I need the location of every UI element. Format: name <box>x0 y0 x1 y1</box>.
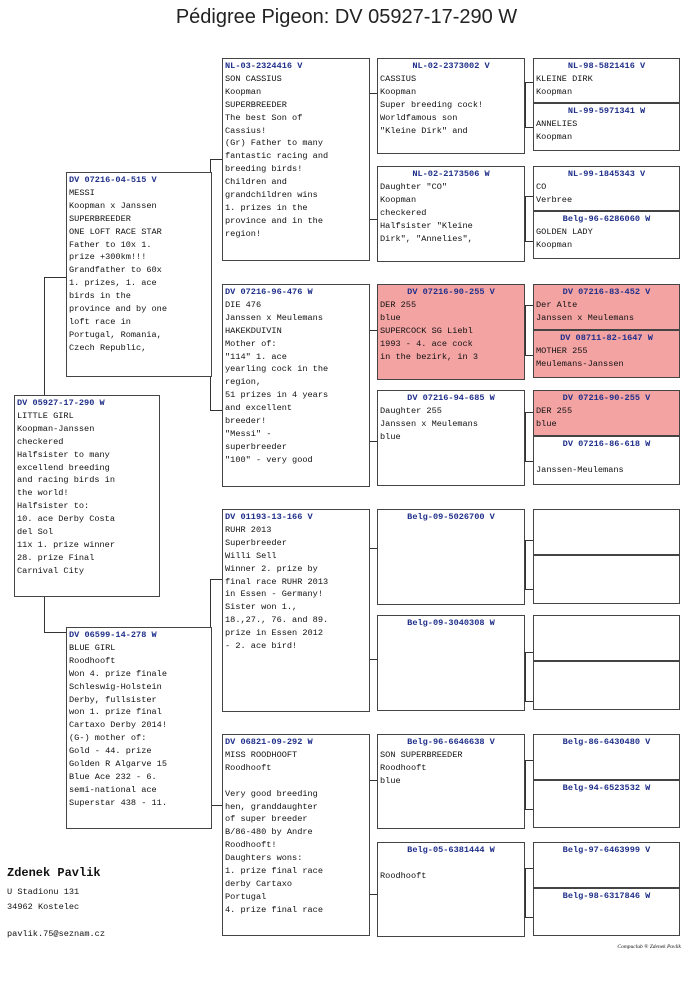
pigeon-detail: Dirk", "Annelies", <box>380 233 473 244</box>
pigeon-detail: (Gr) Father to many <box>225 138 323 149</box>
pigeon-detail: blue <box>380 312 401 323</box>
pigeon-detail: semi-national ace <box>69 784 157 795</box>
ring-number: Belg-97-6463999 V <box>562 845 651 855</box>
pigeon-detail: prize +300km!!! <box>69 252 147 263</box>
pigeon-detail: Koopman <box>536 86 573 97</box>
pigeon-detail: province and in the <box>225 215 323 226</box>
pigeon-card-gen4-3 <box>533 166 680 211</box>
pigeon-name: SON CASSIUS <box>225 73 282 84</box>
pigeon-detail: Daughters wons: <box>225 853 303 864</box>
pigeon-detail: Roodhooft <box>69 655 116 666</box>
pigeon-detail: province and by one <box>69 304 167 315</box>
pigeon-detail: Schleswig-Holstein <box>69 681 162 692</box>
ring-number: DV 07216-90-255 V <box>407 287 495 297</box>
pigeon-detail: ONE LOFT RACE STAR <box>69 226 162 237</box>
pigeon-detail: grandchildren wins <box>225 190 318 201</box>
pigeon-detail: (G-) mother of: <box>69 733 147 744</box>
pigeon-detail: Janssen x Meulemans <box>225 312 323 323</box>
pigeon-detail: Mother of: <box>225 338 277 349</box>
pigeon-detail: breeding birds! <box>225 164 303 175</box>
pigeon-name: Der Alte <box>536 299 578 310</box>
pigeon-card-gen4-13 <box>533 734 680 780</box>
pigeon-detail: Koopman <box>380 86 417 97</box>
pigeon-detail: Roodhooft <box>380 762 427 773</box>
pigeon-detail: Roodhooft <box>225 762 272 773</box>
pigeon-detail: 1993 - 4. ace cock <box>380 338 473 349</box>
pigeon-card-gen2-1 <box>222 58 370 261</box>
ring-number: DV 07216-90-255 V <box>562 393 651 403</box>
pigeon-detail: SUPERBREEDER <box>225 99 287 110</box>
pigeon-detail: excellend breeding <box>17 462 110 473</box>
pigeon-card-gen4-11 <box>533 615 680 661</box>
pigeon-name: ANNELIES <box>536 118 578 129</box>
pigeon-card-gen4-4 <box>533 211 680 259</box>
pigeon-name: MOTHER 255 <box>536 345 588 356</box>
pigeon-card-gen3-6 <box>377 615 525 711</box>
pigeon-detail: 11x 1. prize winner <box>17 539 115 550</box>
ring-number: Belg-09-3040308 W <box>407 618 495 628</box>
pigeon-detail: Koopman <box>380 194 417 205</box>
ring-number: NL-03-2324416 V <box>225 61 303 71</box>
pigeon-card-gen3-2 <box>377 166 525 262</box>
pigeon-detail: Koopman-Janssen <box>17 423 95 434</box>
pigeon-detail: B/86-480 by Andre <box>225 827 313 838</box>
pigeon-detail: loft race in <box>69 316 131 327</box>
pigeon-detail: yearling cock in the <box>225 364 329 375</box>
pigeon-detail: Superbreeder <box>225 537 287 548</box>
pigeon-detail: Won 4. prize finale <box>69 668 167 679</box>
ring-number: Belg-05-6381444 W <box>407 845 495 855</box>
pigeon-detail: hen, granddaughter <box>225 801 318 812</box>
breeder-email[interactable]: pavlik.75@seznam.cz <box>7 929 105 939</box>
pigeon-detail: Superstar 438 - 11. <box>69 797 167 808</box>
pigeon-detail: Portugal <box>225 891 267 902</box>
ring-number: Belg-96-6286060 W <box>562 214 651 224</box>
pigeon-name: MISS ROODHOOFT <box>225 749 298 760</box>
pigeon-card-subject <box>14 395 160 597</box>
pigeon-detail: Very good breeding <box>225 788 318 799</box>
pigeon-detail: won 1. prize final <box>69 707 162 718</box>
pigeon-detail: Winner 2. prize by <box>225 563 318 574</box>
pigeon-detail: Worldfamous son <box>380 112 458 123</box>
pigeon-detail: birds in the <box>69 291 131 302</box>
pigeon-name: MESSI <box>69 187 95 198</box>
pigeon-detail <box>225 775 367 788</box>
pigeon-detail: Cartaxo Derby 2014! <box>69 720 167 731</box>
ring-number: DV 07216-94-685 W <box>407 393 495 403</box>
pigeon-detail: SUPERBREEDER <box>69 213 131 224</box>
ring-number: DV 07216-04-515 V <box>69 175 157 185</box>
pigeon-detail: Koopman <box>225 86 262 97</box>
pigeon-name: Daughter 255 <box>380 405 442 416</box>
pigeon-card-gen4-10 <box>533 555 680 604</box>
pigeon-detail: del Sol <box>17 527 54 538</box>
pigeon-card-gen4-14 <box>533 780 680 828</box>
pigeon-card-father <box>66 172 212 377</box>
pigeon-detail: 18.,27., 76. and 89. <box>225 615 329 626</box>
pigeon-detail: Halfsister "Kleine <box>380 220 473 231</box>
pigeon-name: DIE 476 <box>225 299 262 310</box>
pigeon-card-gen3-3 <box>377 284 525 380</box>
ring-number: NL-02-2173506 W <box>412 169 490 179</box>
ring-number: Belg-86-6430480 V <box>562 737 651 747</box>
pigeon-detail: blue <box>380 775 401 786</box>
pigeon-name: BLUE GIRL <box>69 642 116 653</box>
pigeon-card-gen4-5 <box>533 284 680 330</box>
pigeon-name: Daughter "CO" <box>380 181 448 192</box>
pigeon-detail: 1. prizes, 1. ace <box>69 278 157 289</box>
pigeon-name: KLEINE DIRK <box>536 73 593 84</box>
pigeon-detail: and racing birds in <box>17 475 115 486</box>
pigeon-card-gen4-16 <box>533 888 680 936</box>
pigeon-detail: in the bezirk, in 3 <box>380 351 478 362</box>
pigeon-name: DER 255 <box>380 299 417 310</box>
pigeon-card-gen4-15 <box>533 842 680 888</box>
pigeon-detail: region, <box>225 377 262 388</box>
pigeon-detail: The best Son of <box>225 112 303 123</box>
breeder-street: U Stadionu 131 <box>7 887 80 897</box>
pigeon-detail: Czech Republic, <box>69 342 147 353</box>
pigeon-card-gen3-7 <box>377 734 525 829</box>
ring-number: NL-02-2373002 V <box>412 61 490 71</box>
pigeon-card-gen3-1 <box>377 58 525 154</box>
pigeon-card-gen3-8 <box>377 842 525 937</box>
pigeon-detail: "100" - very good <box>225 454 313 465</box>
breeder-name: Zdenek Pavlik <box>7 866 101 880</box>
pigeon-name: RUHR 2013 <box>225 524 272 535</box>
page-title: Pédigree Pigeon: DV 05927-17-290 W <box>175 6 518 28</box>
pigeon-card-mother <box>66 627 212 829</box>
pigeon-detail: Gold - 44. prize <box>69 746 152 757</box>
pigeon-detail: Willi Sell <box>225 550 277 561</box>
pigeon-card-gen2-4 <box>222 734 370 936</box>
pigeon-detail: breeder! <box>225 416 267 427</box>
pigeon-detail: checkered <box>380 207 427 218</box>
pigeon-detail: Meulemans-Janssen <box>536 358 624 369</box>
pigeon-detail: 10. ace Derby Costa <box>17 514 115 525</box>
pigeon-detail: 28. prize Final <box>17 552 95 563</box>
ring-number: DV 06821-09-292 W <box>225 737 313 747</box>
pigeon-card-gen2-2 <box>222 284 370 487</box>
pigeon-card-gen2-3 <box>222 509 370 712</box>
pigeon-name <box>536 451 677 464</box>
pigeon-detail: 1. prizes in the <box>225 202 308 213</box>
ring-number: DV 06599-14-278 W <box>69 630 157 640</box>
pigeon-detail: Super breeding cock! <box>380 99 484 110</box>
pigeon-card-gen3-5 <box>377 509 525 605</box>
ring-number: Belg-96-6646638 V <box>407 737 495 747</box>
pigeon-detail: "114" 1. ace <box>225 351 287 362</box>
ring-number: DV 07216-83-452 V <box>562 287 651 297</box>
ring-number: NL-99-5971341 W <box>567 106 646 116</box>
pigeon-detail: in Essen - Germany! <box>225 589 323 600</box>
pigeon-detail: fantastic racing and <box>225 151 329 162</box>
pigeon-detail: region! <box>225 228 262 239</box>
pigeon-detail: prize in Essen 2012 <box>225 628 323 639</box>
ring-number: Belg-09-5026700 V <box>407 512 495 522</box>
pigeon-name: GOLDEN LADY <box>536 226 593 237</box>
software-credit: Compuclub ® Zdenek Pavlik <box>617 944 681 950</box>
pigeon-detail: - 2. ace bird! <box>225 641 298 652</box>
pigeon-detail: Koopman <box>536 131 573 142</box>
ring-number: Belg-98-6317846 W <box>562 891 651 901</box>
pigeon-detail: Portugal, Romania, <box>69 329 162 340</box>
ring-number: DV 05927-17-290 W <box>17 398 105 408</box>
pigeon-detail: SUPERCOCK SG Liebl <box>380 325 473 336</box>
pigeon-detail: Children and <box>225 177 287 188</box>
pigeon-detail: checkered <box>17 436 64 447</box>
pigeon-name: DER 255 <box>536 405 573 416</box>
ring-number: DV 01193-13-166 V <box>225 512 313 522</box>
pigeon-name: CASSIUS <box>380 73 417 84</box>
pigeon-detail: of super breeder <box>225 814 308 825</box>
pigeon-detail: Sister won 1., <box>225 602 298 613</box>
pigeon-detail: 51 prizes in 4 years <box>225 390 329 401</box>
pigeon-name <box>380 857 522 870</box>
pigeon-name: LITTLE GIRL <box>17 410 74 421</box>
pigeon-detail: HAKEKDUIVIN <box>225 325 282 336</box>
ring-number: DV 07216-86-618 W <box>562 439 651 449</box>
pigeon-detail: Roodhooft! <box>225 840 277 851</box>
pigeon-card-gen4-1 <box>533 58 680 103</box>
pigeon-detail: Carnival City <box>17 565 85 576</box>
pigeon-detail: derby Cartaxo <box>225 878 293 889</box>
pigeon-card-gen3-4 <box>377 390 525 486</box>
pigeon-detail: "Kleine Dirk" and <box>380 125 468 136</box>
pigeon-detail: Janssen-Meulemans <box>536 464 624 475</box>
pigeon-detail: Derby, fullsister <box>69 694 157 705</box>
pigeon-detail: and excellent <box>225 403 293 414</box>
pigeon-detail: Janssen x Meulemans <box>380 418 478 429</box>
pigeon-detail: Koopman x Janssen <box>69 200 157 211</box>
pigeon-detail: blue <box>380 431 401 442</box>
pigeon-detail: 1. prize final race <box>225 866 323 877</box>
breeder-city: 34962 Kostelec <box>7 902 80 912</box>
pigeon-detail: Grandfather to 60x <box>69 265 162 276</box>
pigeon-detail: Halfsister to many <box>17 449 110 460</box>
pigeon-detail: Roodhooft <box>380 870 427 881</box>
pigeon-detail: the world! <box>17 488 69 499</box>
ring-number: NL-98-5821416 V <box>567 61 646 71</box>
pigeon-detail: superbreeder <box>225 441 287 452</box>
pigeon-detail: Blue Ace 232 - 6. <box>69 771 157 782</box>
pigeon-detail: Janssen x Meulemans <box>536 312 634 323</box>
pigeon-card-gen4-9 <box>533 509 680 555</box>
pigeon-detail: Koopman <box>536 239 573 250</box>
ring-number: DV 08711-82-1647 W <box>560 333 653 343</box>
pigeon-card-gen4-6 <box>533 330 680 378</box>
pigeon-detail: Golden R Algarve 15 <box>69 759 167 770</box>
pigeon-detail: 4. prize final race <box>225 904 323 915</box>
pigeon-detail: "Messi" - <box>225 428 272 439</box>
pigeon-detail: Verbree <box>536 194 573 205</box>
pigeon-card-gen4-7 <box>533 390 680 436</box>
ring-number: DV 07216-96-476 W <box>225 287 313 297</box>
ring-number: Belg-94-6523532 W <box>562 783 651 793</box>
pigeon-card-gen4-8 <box>533 436 680 485</box>
pigeon-name: CO <box>536 181 547 192</box>
pigeon-detail: final race RUHR 2013 <box>225 576 329 587</box>
pigeon-card-gen4-12 <box>533 661 680 710</box>
ring-number: NL-99-1845343 V <box>567 169 646 179</box>
pigeon-name: SON SUPERBREEDER <box>380 749 463 760</box>
pigeon-card-gen4-2 <box>533 103 680 151</box>
pigeon-detail: Cassius! <box>225 125 267 136</box>
pigeon-detail: Father to 10x 1. <box>69 239 152 250</box>
pigeon-detail: blue <box>536 418 557 429</box>
pigeon-detail: Halfsister to: <box>17 501 90 512</box>
